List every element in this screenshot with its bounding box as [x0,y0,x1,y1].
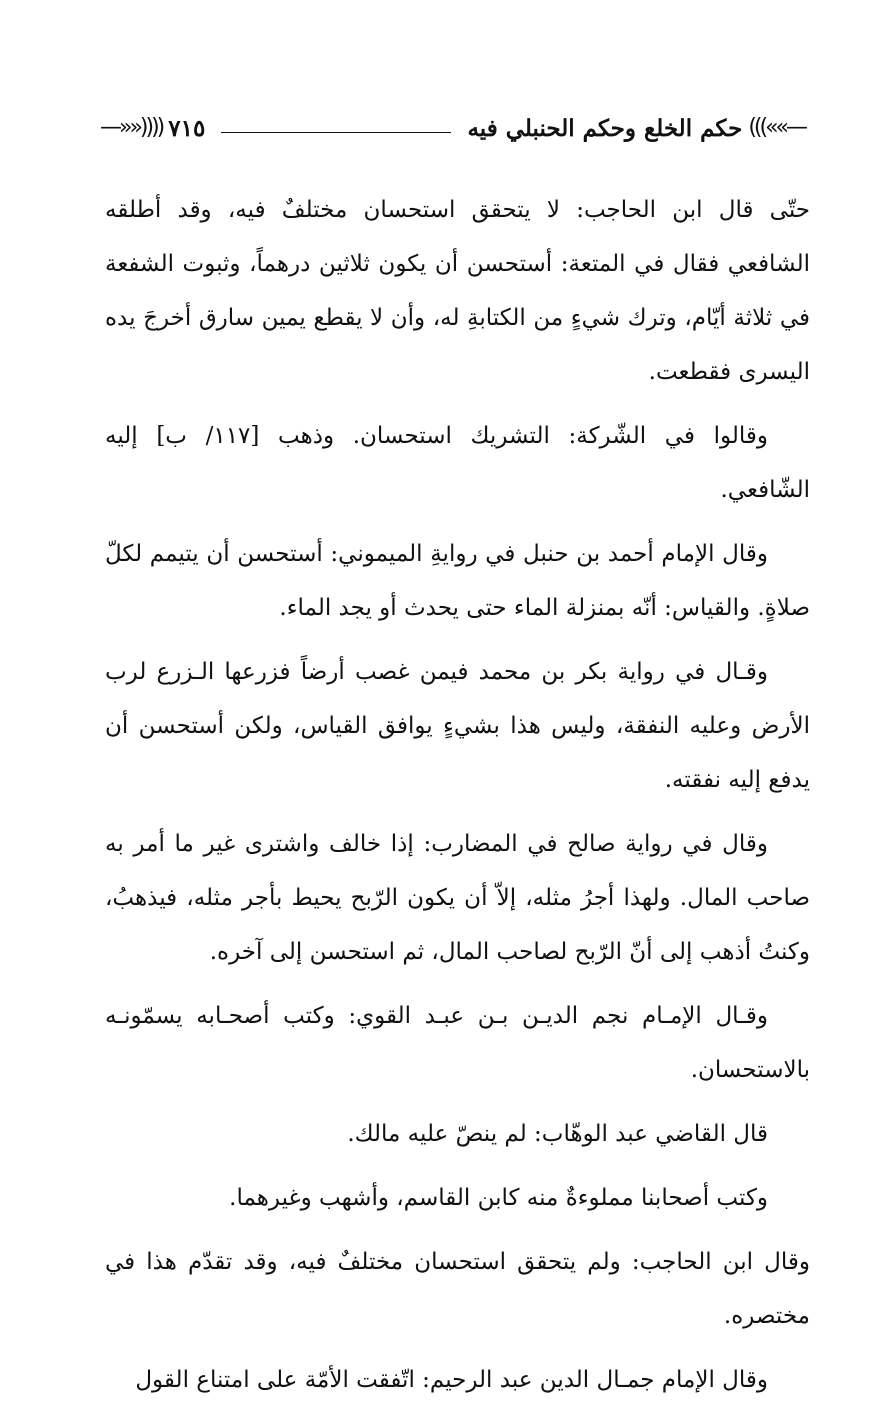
header-rule [221,132,451,133]
paragraph: وقـال في رواية بكر بن محمد فيمن غصب أرضاً فزرعها الـزرع لرب الأرض وعليه النفقة، وليس هذا بشيءٍ يوافق القياس، ولكن أستحسن أن يدفع إليه نفقته. [105,659,810,793]
page-number: ٧١٥ [168,114,206,142]
body-text [105,183,810,1417]
paragraph: وقال ابن الحاجب: ولم يتحقق استحسان مختلفٌ فيه، وقد تقدّم هذا في مختصره. [105,1249,810,1329]
paragraph: وقـال الإمـام نجم الديـن بـن عبـد القوي: وكتب أصحـابه يسمّونـه بالاستحسان. [105,1003,810,1083]
paragraph: وقالوا في الشّركة: التشريك استحسان. وذهب [١١٧/ ب] إليه الشّافعي. [105,423,810,503]
paragraph: وقال في رواية صالح في المضارب: إذا خالف واشترى غير ما أمر به صاحب المال. ولهذا أجرُ مثله، إلاّ أن يكون الرّبح يحيط بأجر مثله، فيذهبُ، وكنتُ أذهب إلى أنّ الرّبح لصاحب المال، ثم استحسن إلى آخره. [105,831,810,965]
header-ornament-right: —»»))) [748,115,805,140]
paragraph: قال القاضي عبد الوهّاب: لم ينصّ عليه مالك. [347,1121,768,1147]
paragraph: وقال الإمام أحمد بن حنبل في روايةِ الميموني: أستحسن أن يتيمم لكلّ صلاةٍ. والقياس: أنّه بمنزلة الماء حتى يحدث أو يجد الماء. [105,541,810,621]
paragraph: وقال الإمام جمـال الدين عبد الرحيم: اتّفقت الأمّة على امتناع القول [135,1367,768,1393]
header-ornament-left: ((((««— [100,115,163,140]
paragraph: حتّى قال ابن الحاجب: لا يتحقق استحسان مختلفٌ فيه، وقد أطلقه الشافعي فقال في المتعة: أستحسن أن يكون ثلاثين درهماً، وثبوت الشفعة في ثلاثة أيّام، وترك شيءٍ من الكتابةِ له، وأن لا يقطع يمين سارق أخرجَ يده اليسرى فقطعت. [105,197,810,385]
running-header [100,108,805,148]
paragraph: وكتب أصحابنا مملوءةٌ منه كابن القاسم، وأشهب وغيرهما. [229,1185,768,1211]
header-title: حكم الخلع وحكم الحنبلي فيه [467,114,743,142]
